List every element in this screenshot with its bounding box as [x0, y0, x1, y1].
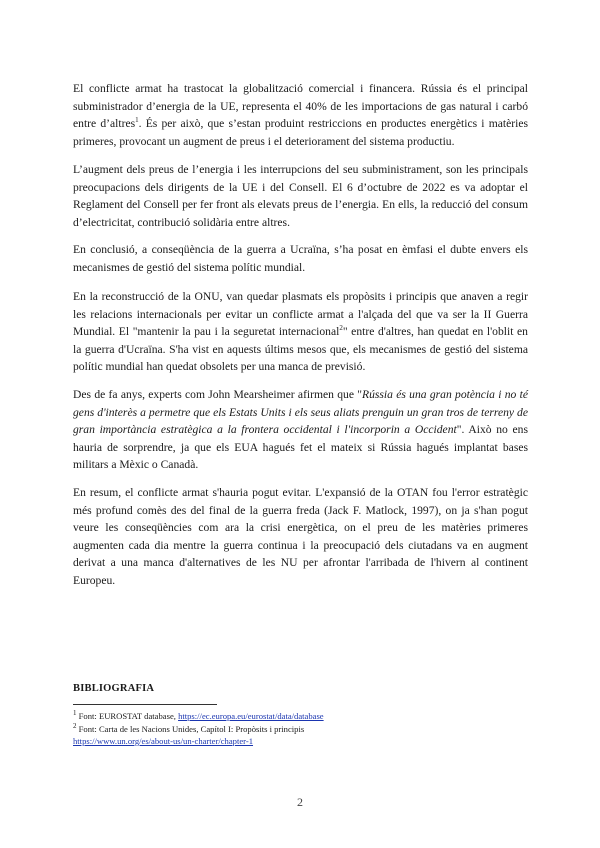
- paragraph-6: [73, 484, 528, 589]
- footnote-2: [73, 723, 533, 736]
- footnote-1-number: 1: [73, 709, 77, 718]
- footnote-1-text: Font: EUROSTAT database,: [76, 711, 179, 721]
- paragraph-1-text-a: El conflicte armat ha trastocat la globalització comercial i financera. Rússia és el principal subministrador d’energia de la UE, representa el 40% de les importacions de gas natural i carbó entre d’altres: [73, 82, 528, 130]
- paragraph-2-text: L’augment dels preus de l’energia i les interrupcions del seu subministrament, son les principals preocupacions dels dirigents de la UE i del Consell. El 6 d’octubre de 2022 es va adoptar el Reglament del Consell per fer front als elevats preus de l’energia. En ells, la reducció del consum d’electricitat, contribució solidària entre altres.: [73, 163, 528, 229]
- footnote-ref-2[interactable]: 2: [339, 324, 343, 333]
- paragraph-3-text: En conclusió, a conseqüència de la guerra a Ucraïna, s’ha posat en èmfasi el dubte envers els mecanismes de gestió del sistema polític mundial.: [73, 243, 528, 274]
- bibliography-heading: BIBLIOGRAFIA: [73, 683, 155, 694]
- footnote-2-text: Font: Carta de les Nacions Unides, Capítol I: Propòsits i principis: [76, 724, 305, 734]
- footnote-1-link[interactable]: https://ec.europa.eu/eurostat/data/database: [178, 711, 324, 721]
- paragraph-5: [73, 386, 528, 474]
- mearsheimer-quote: Rússia és una gran potència i no té gens d'interès a permetre que els Estats Units i els seus aliats prenguin un gran tros de terreny de gran importància estratègica a la frontera occidental i l'incorporin a Occident: [73, 388, 529, 436]
- footnote-1: [73, 710, 533, 723]
- footnote-ref-1[interactable]: 1: [135, 116, 139, 125]
- paragraph-5-text-a: Des de fa anys, experts com John Mearsheimer afirmen que ": [73, 388, 363, 401]
- page-number: 2: [297, 795, 303, 809]
- footnote-2-number: 2: [73, 722, 77, 731]
- paragraph-5-text-b: ". Això no ens hauria de sorprendre, ja que els EUA hagués fet el mateix si Rússia hagués implantat bases militars a Mèxic o Canadà.: [73, 423, 528, 471]
- paragraph-4-text-a: En la reconstrucció de la ONU, van quedar plasmats els propòsits i principis que anaven a regir les relacions internacionals per evitar un conflicte armat a l'alçada del que va ser la II Guerra Mundial. El "mantenir la pau i la seguretat internacional: [73, 290, 528, 338]
- paragraph-4: [73, 288, 528, 376]
- footnote-2-link[interactable]: https://www.un.org/es/about-us/un-charter/chapter-1: [73, 736, 254, 746]
- paragraph-1: [73, 80, 528, 150]
- paragraph-6-text: En resum, el conflicte armat s'hauria pogut evitar. L'expansió de la OTAN fou l'error estratègic més profund comès des del final de la guerra freda (Jack F. Matlock, 1997), on ja s'han pogut veure les conseqüències com ara la crisi energètica, on el preu de les matèries primeres augmenten cada dia mentre la guerra continua i la preocupació dels ciutadans va en augment derivat a una manca d'alternatives de les NU per afrontar l'arribada de l'hivern al continent Europeu.: [73, 486, 528, 587]
- paragraph-1-text-b: . És per això, que s’estan produint restriccions en productes energètics i matèries primeres, provocant un augment de preus i el deteriorament del sistema productiu.: [73, 117, 528, 148]
- paragraph-4-text-b: " entre d'altres, han quedat en l'oblit en la guerra d'Ucraïna. S'ha vist en aquests últims mesos que, els mecanismes de gestió del sistema polític mundial han quedat obsolets per una manca de previsió.: [73, 325, 528, 373]
- paragraph-2: [73, 161, 528, 231]
- footnote-separator: [73, 704, 217, 705]
- paragraph-3: [73, 241, 528, 276]
